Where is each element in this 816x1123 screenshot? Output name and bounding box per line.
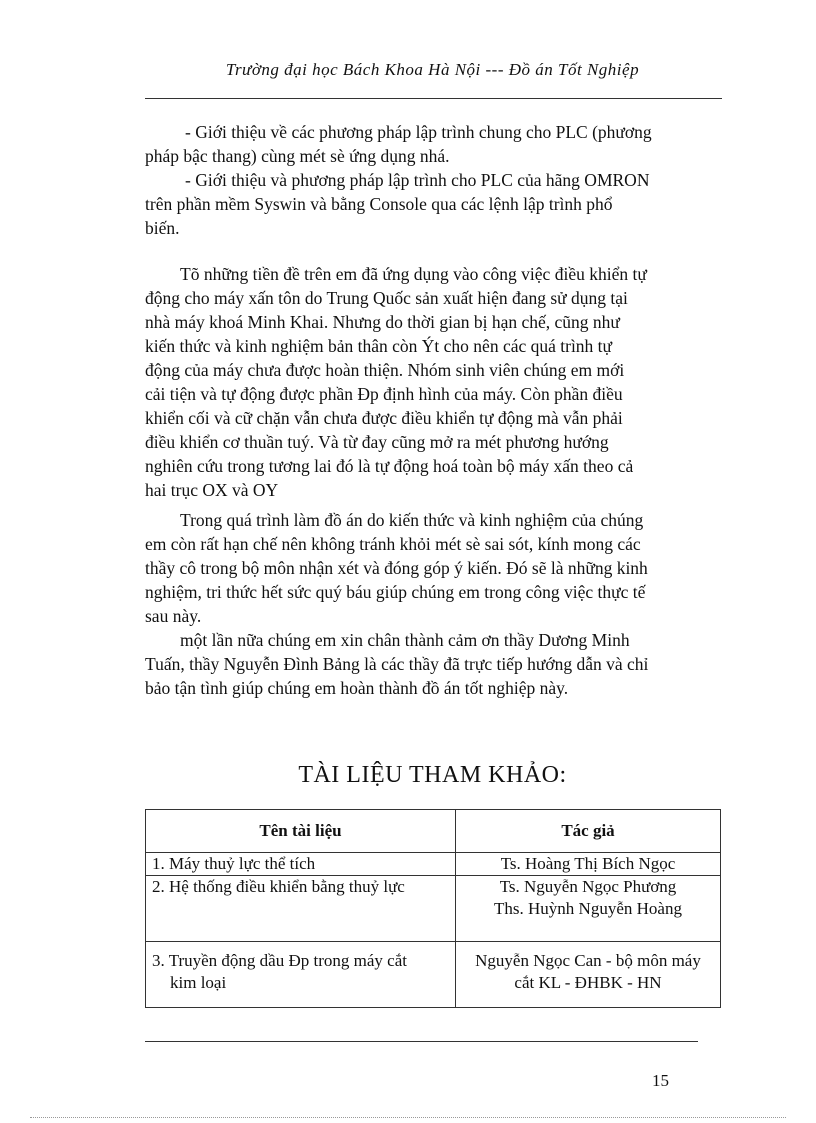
reference-author-cell	[456, 876, 721, 942]
text-line: một lần nữa chúng em xin chân thành cảm ơn thầy Dương Minh	[180, 630, 630, 650]
footer-rule	[145, 1041, 698, 1042]
reference-title-line: kim loại	[170, 973, 227, 992]
body-paragraph-2	[145, 508, 720, 628]
table-row	[146, 942, 721, 1008]
reference-author-line: Ts. Hoàng Thị Bích Ngọc	[500, 854, 676, 873]
table-header-row	[146, 810, 721, 853]
reference-title-line: 2. Hệ thống điều khiển bằng thuỷ lực	[152, 877, 405, 896]
table-row	[146, 853, 721, 876]
text-line: động của máy chưa được hoàn thiện. Nhóm sinh viên chúng em mới	[145, 360, 625, 380]
column-header-title: Tên tài liệu	[146, 810, 456, 853]
text-line: - Giới thiệu về các phương pháp lập trình chung cho PLC (phương	[185, 122, 652, 142]
text-line: điều khiển cơ thuần tuý. Và từ đay cũng mở ra mét phương hướng	[145, 432, 609, 452]
text-line: Tuấn, thầy Nguyễn Đình Bảng là các thầy đã trực tiếp hướng dẫn và chỉ	[145, 654, 649, 674]
text-line: biến.	[145, 218, 180, 238]
column-header-author: Tác giả	[456, 810, 721, 853]
text-line: pháp bậc thang) cùng mét sè ứng dụng nhá.	[145, 146, 450, 166]
reference-author-cell	[456, 853, 721, 876]
reference-title-line: 1. Máy thuỷ lực thể tích	[152, 854, 316, 873]
text-line: em còn rất hạn chế nên không tránh khỏi mét sè sai sót, kính mong các	[145, 534, 641, 554]
text-line: động cho máy xấn tôn do Trung Quốc sản xuất hiện đang sử dụng tại	[145, 288, 628, 308]
body-paragraph-3	[145, 628, 720, 700]
text-line: kiến thức và kinh nghiệm bản thân còn Ýt cho nên các quá trình tự	[145, 336, 613, 356]
text-line: cải tiện và tự động được phần Ðp định hình của máy. Còn phần điều	[145, 384, 623, 404]
text-line: khiển cối và cữ chặn vẫn chưa được điều khiển tự động mà vẫn phải	[145, 408, 623, 428]
text-line: hai trục OX và OY	[145, 480, 279, 500]
body-paragraph-1	[145, 262, 720, 502]
references-table	[145, 809, 721, 1008]
text-line: Trong quá trình làm đồ án do kiến thức và kinh nghiệm của chúng	[180, 510, 644, 530]
page-number: 15	[652, 1071, 669, 1090]
page-header: Trường đại học Bách Khoa Hà Nội --- Đồ án Tốt Nghiệp	[225, 60, 640, 79]
text-line: nhà máy khoá Minh Khai. Nhưng do thời gian bị hạn chế, cũng như	[145, 312, 620, 332]
text-line: Tõ những tiền đề trên em đã ứng dụng vào công việc điều khiển tự	[180, 264, 647, 284]
reference-title-cell	[146, 876, 456, 942]
intro-paragraph-2	[145, 168, 720, 240]
intro-paragraph-1	[145, 120, 720, 168]
reference-title-line: 3. Truyền động dầu Ðp trong máy cắt	[152, 951, 407, 970]
reference-author-line: Ts. Nguyễn Ngọc Phương	[499, 877, 677, 896]
reference-author-line: cắt KL - ĐHBK - HN	[514, 973, 662, 992]
reference-author-line: Nguyễn Ngọc Can - bộ môn máy	[475, 951, 701, 970]
reference-title-cell	[146, 853, 456, 876]
references-heading: TÀI LIỆU THAM KHẢO:	[298, 762, 567, 788]
text-line: nghiệm, tri thức hết sức quý báu giúp chúng em trong công việc thực tế	[145, 582, 646, 602]
reference-title-cell	[146, 942, 456, 1008]
reference-author-cell	[456, 942, 721, 1008]
text-line: thầy cô trong bộ môn nhận xét và đóng góp ý kiến. Đó sẽ là những kinh	[145, 558, 648, 578]
reference-author-line: Ths. Huỳnh Nguyễn Hoàng	[494, 899, 682, 918]
header-rule	[145, 98, 722, 99]
table-row	[146, 876, 721, 942]
text-line: sau này.	[145, 606, 202, 626]
text-line: bảo tận tình giúp chúng em hoàn thành đồ án tốt nghiệp này.	[145, 678, 569, 698]
text-line: - Giới thiệu và phương pháp lập trình cho PLC của hãng OMRON	[185, 170, 650, 190]
text-line: nghiên cứu trong tương lai đó là tự động hoá toàn bộ máy xấn theo cả	[145, 456, 634, 476]
text-line: trên phần mềm Syswin và bằng Console qua các lệnh lập trình phổ	[145, 194, 613, 214]
page-edge-divider	[30, 1117, 786, 1118]
